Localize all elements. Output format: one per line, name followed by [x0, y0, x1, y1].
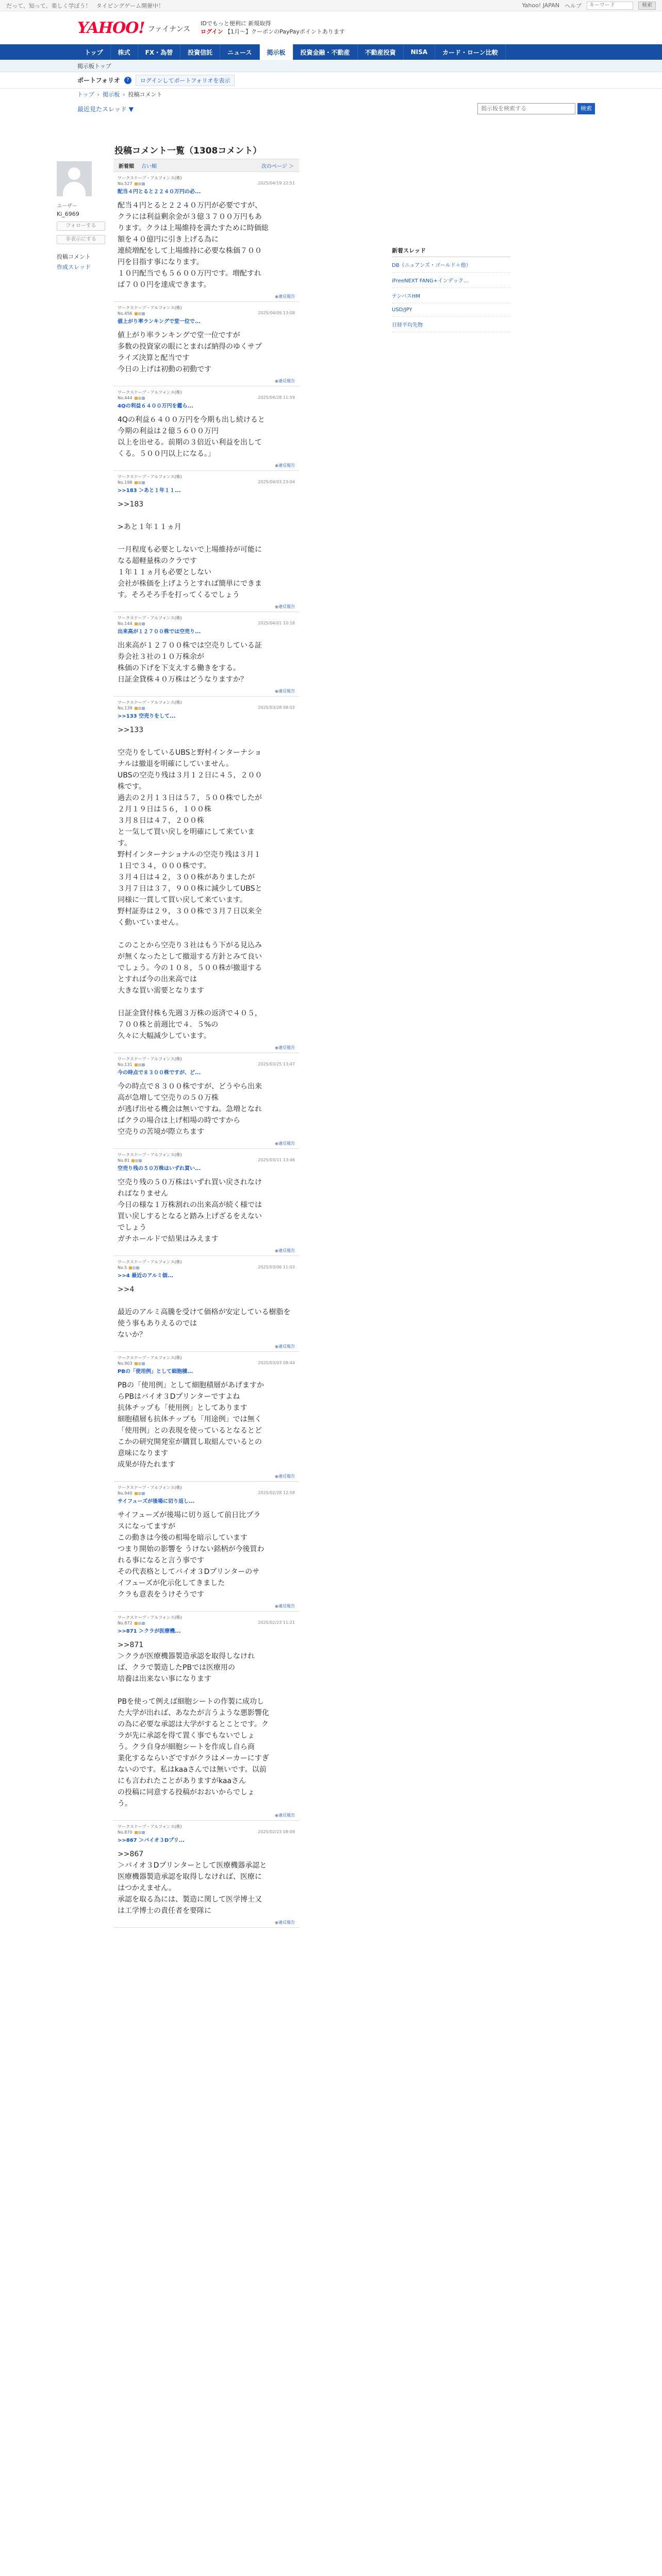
comment-date: 2025/02/23 11:21	[258, 1620, 295, 1625]
comment-number: No.144	[118, 621, 133, 626]
avatar	[57, 161, 92, 196]
promo-line3: 【1月〜】クーポンのPayPayポイントあります	[225, 28, 345, 35]
breadcrumb-top[interactable]: トップ	[77, 91, 94, 98]
nav-tab-board[interactable]: 掲示板	[260, 44, 293, 60]
report-link[interactable]: ◉ 違反報告	[118, 604, 295, 609]
comment-body: 空売り残の５０万株はいずれ買い戻されなけ ればなりません 今日の様な１万株割れの出来高が続く様では 買い戻しするとなると踏み上げざるをえない でしょう ガチホールドで結果はみえます	[118, 1178, 262, 1243]
created-threads-link[interactable]: 作成スレッド	[57, 264, 91, 270]
rating-badge-icon	[135, 1159, 138, 1162]
rating-badge-icon	[142, 397, 145, 400]
rating-badge-icon	[142, 182, 145, 185]
comment-item	[113, 1482, 299, 1612]
comment-item	[113, 1256, 299, 1352]
comment-date: 2025/03/11 13:46	[258, 1158, 295, 1162]
comment-item	[113, 172, 299, 302]
user-badges	[135, 707, 145, 710]
recent-threads-dropdown[interactable]: 最近見たスレッド ▼	[77, 105, 134, 113]
topbar-help-link[interactable]: ヘルプ	[565, 2, 582, 9]
rating-badge-icon	[138, 312, 141, 315]
topbar-link-0[interactable]: だって、知って、楽しく学ぼう！	[6, 2, 91, 9]
topbar-yahoo-link[interactable]: Yahoo! JAPAN	[522, 2, 559, 9]
comment-thread-link[interactable]: 出来高が１２７００株では空売り...	[118, 629, 201, 635]
user-profile	[57, 143, 108, 1928]
comment-thread-link[interactable]: >>4 最近のアルミ価...	[118, 1273, 174, 1279]
comment-date: 2025/02/28 12:58	[258, 1490, 295, 1495]
rating-badge-icon	[135, 1831, 138, 1834]
rating-badge-icon	[142, 1362, 145, 1365]
comment-author[interactable]: ワークスケープ・アルフォンス(株)	[118, 390, 182, 395]
nav-tab-9[interactable]: カード・ローン比較	[435, 44, 506, 60]
comment-body: サイフューズが後場に切り返して前日比プラ スになってますが この動きは今後の相場を暗示しています つまり開始の影響を うけない銘柄が今後買わ れる事になると言う事です その代表格としてバイオ３Dプリンターのサ イフューズが化示化してきました クラも意表をうけそうです	[118, 1511, 264, 1599]
rating-badge-icon	[138, 1831, 141, 1834]
follow-button[interactable]: フォローする	[57, 222, 105, 231]
board-search-button[interactable]: 検索	[577, 103, 595, 114]
comment-body: 値上がり率ランキングで堂一位ですが 多数の投資家の眼にとまれば納得のゆくサプ ライズ決算と配当です 今日の上げは初動の初動です	[118, 331, 262, 374]
nav-tab-2[interactable]: FX・為替	[138, 44, 180, 60]
comment-thread-link[interactable]: 空売り残の５０万株はいずれ買い...	[118, 1166, 201, 1172]
rating-badge-icon	[135, 1492, 138, 1495]
user-badges	[135, 1063, 145, 1066]
comment-item	[113, 1821, 299, 1928]
comment-number: No.872	[118, 1621, 133, 1625]
rating-badge-icon	[135, 707, 138, 710]
comment-author[interactable]: ワークスケープ・アルフォンス(株)	[118, 306, 182, 310]
portfolio-login-button[interactable]: ログインしてポートフォリオを表示	[136, 75, 235, 86]
nav-tab-0[interactable]: トップ	[77, 44, 111, 60]
user-badges	[135, 182, 145, 185]
comment-thread-link[interactable]: 値上がり率ランキングで堂一位で...	[118, 319, 201, 325]
comment-item	[113, 1053, 299, 1149]
comment-item	[113, 697, 299, 1053]
breadcrumb	[0, 89, 662, 100]
comment-author[interactable]: ワークスケープ・アルフォンス(株)	[118, 1355, 182, 1360]
rating-badge-icon	[142, 1492, 145, 1495]
sort-bar	[113, 159, 299, 172]
new-thread-item[interactable]: 日経平均先物	[392, 317, 510, 332]
site-header	[0, 11, 662, 44]
promo-line1[interactable]: IDでもっと便利に 新規取得	[201, 20, 271, 27]
new-thread-item[interactable]: USD/JPY	[392, 303, 510, 317]
user-badges	[135, 312, 145, 315]
rating-badge-icon	[135, 312, 138, 315]
user-badges	[135, 397, 145, 400]
nav-tab-3[interactable]: 投資信託	[180, 44, 220, 60]
help-icon[interactable]: ?	[124, 77, 131, 84]
posted-comments-label: 投稿コメント	[57, 253, 91, 260]
report-link[interactable]: ◉ 違反報告	[118, 1603, 295, 1609]
report-link[interactable]: ◉ 違反報告	[118, 1920, 295, 1925]
comment-date: 2025/04/03 23:04	[258, 480, 295, 484]
new-thread-item[interactable]: テンバスHM	[392, 288, 510, 303]
report-link[interactable]: ◉ 違反報告	[118, 1141, 295, 1146]
rating-badge-icon	[135, 622, 138, 625]
content-wrap	[0, 143, 662, 1928]
rating-badge-icon	[138, 1622, 141, 1625]
comment-date: 2025/03/28 08:02	[258, 705, 295, 710]
report-link[interactable]: ◉ 違反報告	[118, 1812, 295, 1818]
rating-badge-icon	[142, 1831, 145, 1834]
comment-body: 出来高が１２７００株では空売りしている証 券会社３社の１０万株余が 株価の下げを下支えする働きをする。 日証金貸株４０万株はどうなりますか？	[118, 641, 262, 684]
comment-author[interactable]: ワークスケープ・アルフォンス(株)	[118, 700, 182, 705]
login-link[interactable]: ログイン	[201, 28, 223, 35]
comment-item	[113, 386, 299, 471]
board-search-input[interactable]	[477, 103, 575, 114]
topbar-search-button[interactable]: 検索	[638, 2, 656, 10]
report-link[interactable]: ◉ 違反報告	[118, 463, 295, 468]
yahoo-finance-logo[interactable]	[77, 19, 190, 37]
rating-badge-icon	[142, 707, 145, 710]
rating-badge-icon	[135, 1622, 138, 1625]
nav-tab-4[interactable]: ニュース	[220, 44, 259, 60]
comment-date: 2025/03/03 08:44	[258, 1361, 295, 1365]
comment-thread-link[interactable]: 4Qの利益６４００万円を鑑ら...	[118, 403, 193, 409]
comment-item	[113, 1612, 299, 1821]
comment-number: No.5	[118, 1265, 127, 1270]
rating-badge-icon	[142, 481, 145, 484]
comment-body: PBの「使用例」として細胞積層があげますか らPBはバイオ３Dプリンターですよね 抗体チップも「使用例」としてあります 細胞積層も抗体チップも「用途例」では無く 「使用例」との表現を使っているとなるとど こかの研究開発室が購買し取組んでいるとの 意味になります 成果が待たれます	[118, 1381, 264, 1469]
rating-badge-icon	[135, 397, 138, 400]
comment-thread-link[interactable]: 配当４円とると２２４０万円の必...	[118, 189, 201, 195]
report-link[interactable]: ◉ 違反報告	[118, 294, 295, 299]
comment-item	[113, 612, 299, 697]
comment-number: No.81	[118, 1158, 130, 1163]
user-badges	[135, 622, 145, 625]
user-name: Ki_6969	[57, 211, 79, 217]
nav-tab-6[interactable]: 投資金融・不動産	[293, 44, 358, 60]
report-link[interactable]: ◉ 違反報告	[118, 1045, 295, 1050]
comment-number: No.870	[118, 1830, 133, 1835]
comment-date: 2025/03/25 13:47	[258, 1062, 295, 1066]
global-topbar	[0, 0, 662, 11]
rating-badge-icon	[138, 1492, 141, 1495]
user-badges	[135, 1362, 145, 1365]
comment-number: No.903	[118, 1361, 133, 1366]
comment-item	[113, 1149, 299, 1256]
comment-body: 配当４円とると２２４０万円が必要ですが、 クラには利益剰余金が３億３７００万円もあ ります。クラは上場維持を満たすために時価総 額を４０億円に引き上げる為に 連続増配をして上場維持に必要な株価７００ 円を目指す事になります。 １０円配当でも５６００万円です。増配すれ ば７００円を達成できます。	[118, 201, 269, 289]
comment-item	[113, 302, 299, 386]
comment-author[interactable]: ワークスケープ・アルフォンス(株)	[118, 1615, 182, 1620]
rating-badge-icon	[138, 1362, 141, 1365]
comment-number: No.131	[118, 1062, 133, 1067]
new-thread-item[interactable]: iFreeNEXT FANG+インデック...	[392, 273, 510, 288]
sub-nav	[0, 60, 662, 72]
comment-body: 4Qの利益６４００万円を今期も出し続けると 今期の利益は２億５６００万円 以上を出せる。前期の３倍近い利益を出して くる。５００円以上になる。」	[118, 416, 265, 458]
chevron-right-icon: ›	[123, 91, 125, 98]
header-promo	[201, 20, 345, 36]
comment-author[interactable]: ワークスケープ・アルフォンス(株)	[118, 1153, 182, 1157]
rating-badge-icon	[142, 622, 145, 625]
breadcrumb-board[interactable]: 掲示板	[103, 91, 120, 98]
rating-badge-icon	[135, 1063, 138, 1066]
user-badges	[131, 1159, 142, 1162]
report-link[interactable]: ◉ 違反報告	[118, 378, 295, 384]
nav-tab-7[interactable]: 不動産投資	[358, 44, 404, 60]
comment-number: No.940	[118, 1491, 133, 1496]
new-threads-sidebar	[392, 143, 510, 1928]
rating-badge-icon	[129, 1266, 132, 1269]
comment-thread-link[interactable]: >>183 ＞あと１年１１...	[118, 488, 181, 494]
subnav-board-top[interactable]: 掲示板トップ	[77, 62, 111, 70]
comment-list-column	[113, 143, 299, 1928]
comment-date: 2025/03/06 11:03	[258, 1265, 295, 1269]
rating-badge-icon	[138, 481, 141, 484]
portfolio-label: ポートフォリオ	[77, 77, 120, 84]
rating-badge-icon	[138, 622, 141, 625]
user-badges	[135, 1492, 145, 1495]
comment-author[interactable]: ワークスケープ・アルフォンス(株)	[118, 616, 182, 620]
comment-thread-link[interactable]: サイフューズが後場に切り返し...	[118, 1499, 195, 1504]
comment-number: No.444	[118, 396, 133, 400]
comment-number: No.139	[118, 706, 133, 710]
rating-badge-icon	[135, 481, 138, 484]
nav-tab-1[interactable]: 株式	[111, 44, 138, 60]
comment-author[interactable]: ワークスケープ・アルフォンス(株)	[118, 1260, 182, 1264]
comment-item	[113, 1352, 299, 1482]
rating-badge-icon	[135, 1362, 138, 1365]
comment-author[interactable]: ワークスケープ・アルフォンス(株)	[118, 176, 182, 180]
rating-badge-icon	[142, 312, 145, 315]
breadcrumb-current: 投稿コメント	[128, 91, 162, 98]
topbar-search-input[interactable]	[587, 2, 633, 10]
comment-thread-link[interactable]: 今の時点で８３００株ですが、ど...	[118, 1070, 201, 1076]
rating-badge-icon	[139, 1159, 142, 1162]
chevron-right-icon: ›	[97, 91, 100, 98]
comment-body: >>4 最近のアルミ高騰を受けて価格が安定している樹脂を使う事もありえるのでは ないか？	[118, 1285, 291, 1339]
topbar-link-1[interactable]: タイピングゲーム開催中！	[96, 2, 164, 9]
comment-list	[113, 172, 299, 1928]
comment-number: No.456	[118, 311, 133, 316]
comment-date: 2025/04/01 10:18	[258, 621, 295, 625]
rating-badge-icon	[135, 182, 138, 185]
rating-badge-icon	[142, 1063, 145, 1066]
rating-badge-icon	[133, 1266, 136, 1269]
report-link[interactable]: ◉ 違反報告	[118, 1473, 295, 1479]
comment-date: 2025/02/23 08:09	[258, 1829, 295, 1834]
rating-badge-icon	[138, 1063, 141, 1066]
new-thread-item[interactable]: DB（ニュアンズ・ゴールド＋他）	[392, 257, 510, 273]
rating-badge-icon	[136, 1266, 139, 1269]
report-link[interactable]: ◉ 違反報告	[118, 1248, 295, 1253]
user-badges	[135, 1831, 145, 1834]
user-badges	[135, 1622, 145, 1625]
report-link[interactable]: ◉ 違反報告	[118, 1344, 295, 1349]
new-threads-heading: 新着スレッド	[392, 246, 510, 257]
comment-date: 2025/04/09 13:08	[258, 311, 295, 315]
comment-thread-link[interactable]: >>871 ＞クラが医療機...	[118, 1629, 181, 1634]
user-badges	[135, 481, 145, 484]
comment-thread-link[interactable]: >>133 空売りをして...	[118, 714, 176, 719]
logo-sub: ファイナンス	[147, 25, 191, 33]
report-link[interactable]: ◉ 違反報告	[118, 688, 295, 694]
rating-badge-icon	[131, 1159, 135, 1162]
rating-badge-icon	[138, 182, 141, 185]
sort-oldest-tab[interactable]: 古い順	[141, 163, 157, 170]
logo-main: YAHOO!	[77, 19, 145, 37]
comment-number: No.198	[118, 480, 133, 485]
comment-date: 2025/04/28 11:59	[258, 395, 295, 400]
search-row	[0, 100, 662, 117]
main-nav	[0, 44, 662, 60]
comment-author[interactable]: ワークスケープ・アルフォンス(株)	[118, 1485, 182, 1490]
page-title: 投稿コメント一覧（1308コメント）	[114, 146, 262, 156]
comment-body: >>133 空売りをしているUBSと野村インターナショ ナルは撤退を明確にしていません。 UBSの空売り残は３月１２日に４５，２００ 株です。 過去の２月１３日は５７，５００株でしたが ２月１９日は５６，１００株 ３月８日は４７，２００株 と一気して買い戻しを明確にして来ていま す。 野村インターナショナルの空売り残は３月１ １日で３４，０００株です。 ３月４日は４２，３００株がありましたが ３月７日は３７，９００株に減少してUBSと 同様に一貫して買い戻して来ています。 野村証券は２９，３００株で３月７日以来全 く動いていません。 このことから空売り３社はもう下がる見込み が無くなったとして撤退する方針とみて良い でしょう。今の１０８，５００株が撤退する とすれば今の出来高では 大きな買い需要となります 日証金貸付株も先週３万株の返済で４０５， ７００株と前週比で４．５%の 久々に大幅減少しています。	[118, 726, 262, 1040]
user-name-label: ユーザー	[57, 204, 77, 209]
comment-author[interactable]: ワークスケープ・アルフォンス(株)	[118, 474, 182, 479]
comment-body: 今の時点で８３００株ですが、どうやら出来 高が急増して空売りの５０万株 が逃げ出せる機会は無いですね。急増となれ ばクラの場合は上げ相場の時ですから 空売りの苦境が際立ちます	[118, 1082, 262, 1136]
comment-thread-link[interactable]: >>867 ＞バイオ３Dプリ...	[118, 1838, 185, 1843]
rating-badge-icon	[142, 1622, 145, 1625]
comment-body: >>871 ＞クラが医療機器製造承認を取得しなけれ ば、クラで製造したPBでは医療用の 培養は出来ない事になります PBを使って例えば細胞シートの作製に成功し た大学が出れば、あなたが言うような悪影響化 の為に必要な承認は大学がするとことです。ク ラが先に承認を得て置く事でもないでしょ う。クラ自身が細胞シートを作成し自ら商 業化するならいざですがクラはメーカーにすぎ ないのです。私はkaaさんでは無いです。以前 にも言われたことがありますがkaaさん の投稿に同意する投稿がおおいからでしょ う。	[118, 1641, 269, 1808]
hide-user-button[interactable]: 非表示にする	[57, 235, 105, 244]
comment-author[interactable]: ワークスケープ・アルフォンス(株)	[118, 1824, 182, 1829]
user-badges	[129, 1266, 139, 1269]
nav-tab-8[interactable]: NISA	[404, 44, 435, 60]
rating-badge-icon	[138, 707, 141, 710]
comment-body: >>867 ＞バイオ３Dプリンターとして医療機器承認と 医療機器製造承認を取得しなければ、医療に はつかえません。 承認を取る為には、製造に関して医学博士又 は工学博士の責任者を要隊に	[118, 1850, 267, 1915]
next-page-link[interactable]: 次のページ ＞	[261, 163, 294, 170]
rating-badge-icon	[138, 397, 141, 400]
comment-thread-link[interactable]: PBの「使用例」として細胞積...	[118, 1369, 193, 1375]
portfolio-bar	[0, 72, 662, 89]
comment-number: No.527	[118, 181, 133, 186]
comment-item	[113, 471, 299, 612]
comment-author[interactable]: ワークスケープ・アルフォンス(株)	[118, 1057, 182, 1061]
comment-body: >>183 >あと１年１１ヵ月 一月程度も必要としないで上場維持が可能に なる超軽量株のクラです １年１１ヵ月も必要としない 会社が株価を上げようとすれば簡単にできま す。そろそろ手を打ってくるでしょう	[118, 500, 262, 599]
comment-date: 2025/04/19 22:51	[258, 181, 295, 185]
sort-newest-tab[interactable]: 新着順	[119, 163, 134, 170]
